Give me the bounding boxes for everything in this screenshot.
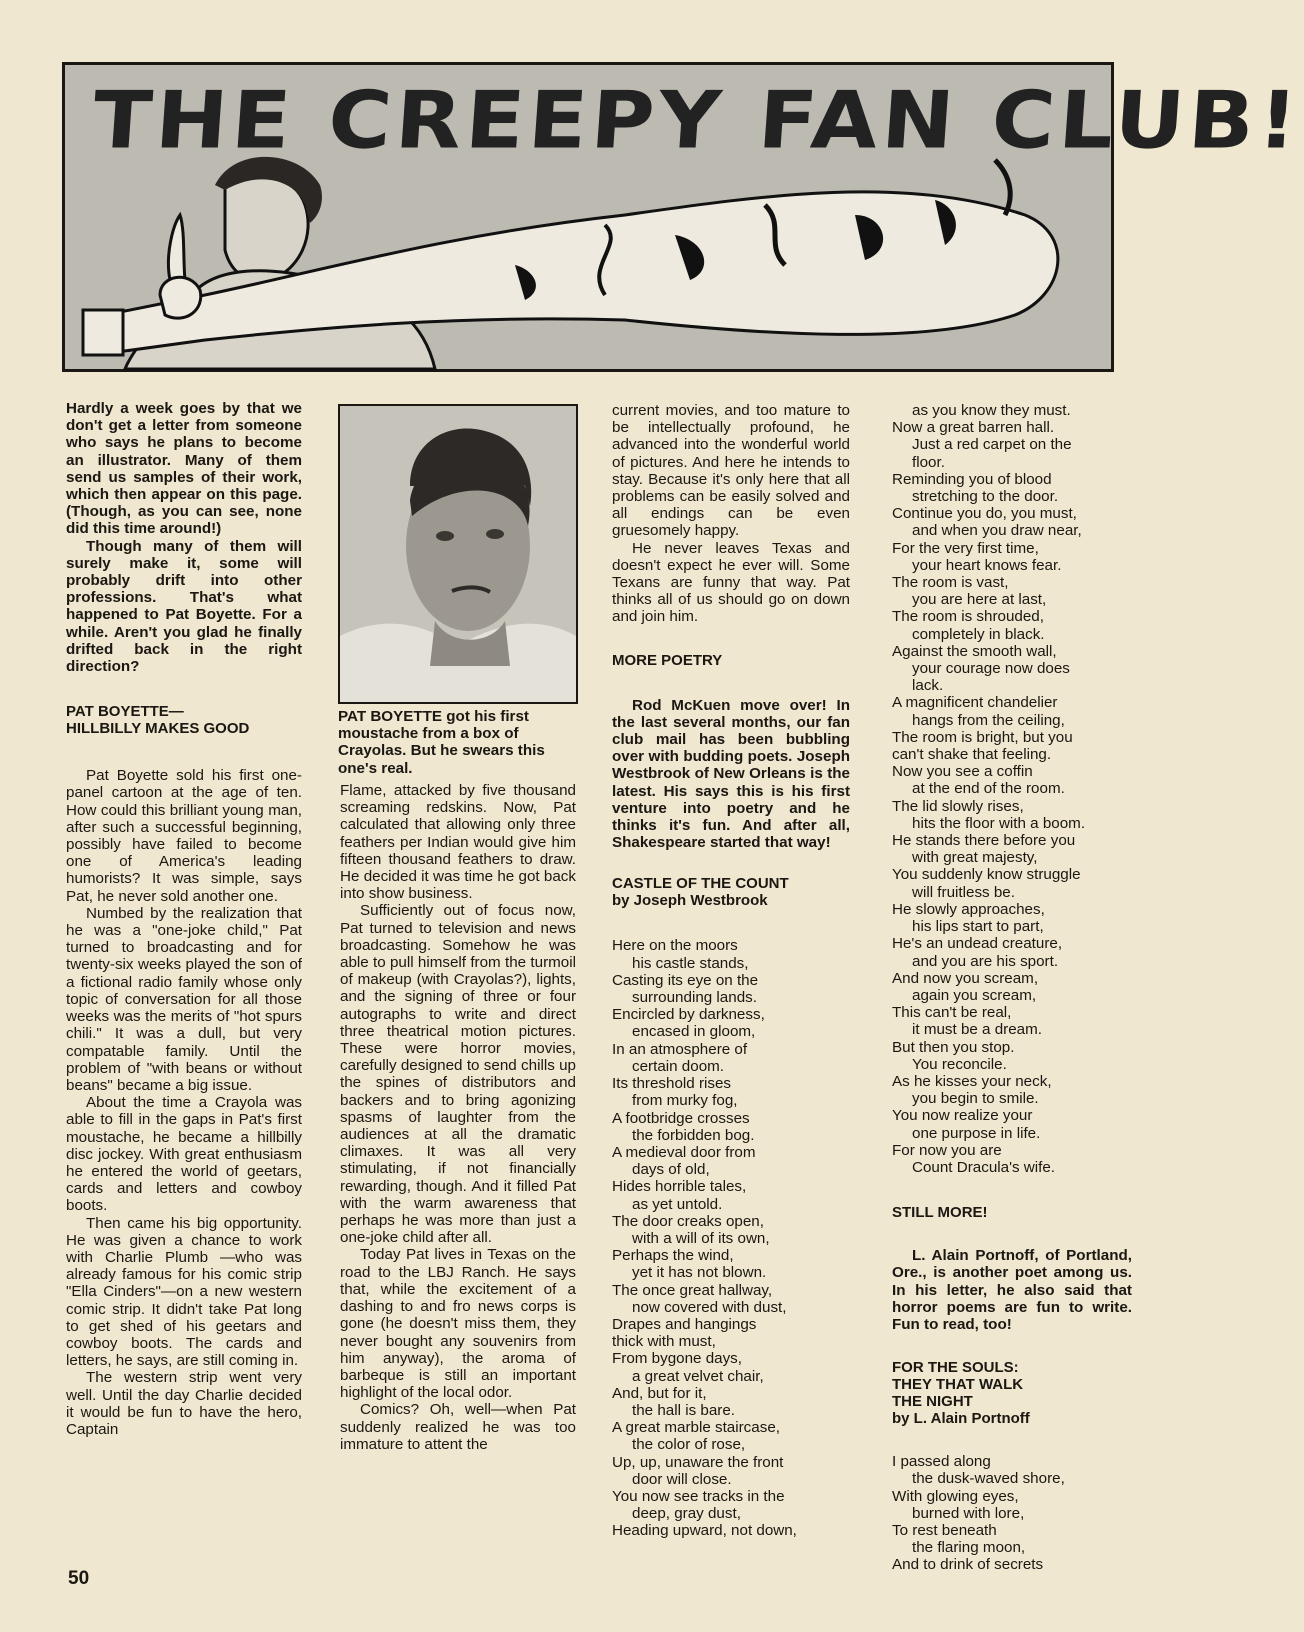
poem-line: it must be a dream. (912, 1021, 1042, 1039)
poem-line: as yet untold. (632, 1195, 723, 1213)
poem-line: Heading upward, not down, (612, 1522, 797, 1540)
poem-line: the hall is bare. (632, 1401, 735, 1419)
poem-line: Continue you do, you must, (892, 505, 1077, 523)
poem-line: For now you are (892, 1141, 1002, 1159)
poem2-title-line: FOR THE SOULS: (892, 1359, 1019, 1377)
poem-line: burned with lore, (912, 1504, 1025, 1522)
poem-line: Perhaps the wind, (612, 1247, 734, 1265)
poem-line: The once great hallway, (612, 1281, 773, 1299)
photo-caption: PAT BOYETTE got his first moustache from a box of Crayolas. But he swears this one's real. (338, 708, 545, 777)
poem-line: Drapes and hangings (612, 1315, 757, 1333)
body-paragraph: Sufficiently out of focus now, Pat turned to television and news broadcasting. Somehow he was able to pull himself from the turmoil of makeup (with Crayolas?), lights, and the signing of three or four autographs to write and direct three theatrical motion pictures. These were horror movies, carefully designed to send chills up the spines of distributors and backers and to bring agonizing spasms of laughter from the audiences at all the dramatic climaxes. It was all very stimulating, if not financially rewarding, though. And it filled Pat with the warm awareness that perhaps he was more than just a one-joke child after all. (340, 902, 576, 1247)
poem-line: And now you scream, (892, 969, 1039, 987)
poem-line: your courage now does (912, 660, 1070, 678)
poem-for-the-souls (892, 1453, 1132, 1573)
poem-line: encased in gloom, (632, 1023, 756, 1041)
poem-line: He's an undead creature, (892, 935, 1063, 953)
poem-line: With glowing eyes, (892, 1487, 1019, 1505)
body-paragraph: Flame, attacked by five thousand screaming redskins. Now, Pat calculated that allowing only three feathers per Indian would give him fifteen thousand feathers to draw. He decided it was time he got back into show business. (340, 782, 576, 903)
poem-line: Now you see a coffin (892, 763, 1033, 781)
poem-line: Now a great barren hall. (892, 419, 1055, 437)
body-paragraph: Comics? Oh, well—when Pat suddenly realized he was too immature to attent the (340, 1401, 576, 1453)
poem-line: You reconcile. (912, 1055, 1007, 1073)
poem-line: The door creaks open, (612, 1212, 764, 1230)
poem-line: Reminding you of blood (892, 470, 1052, 488)
poem-line: again you scream, (912, 986, 1037, 1004)
poem-line: Encircled by darkness, (612, 1006, 765, 1024)
poem-line: at the end of the room. (912, 780, 1065, 798)
poem-line: the color of rose, (632, 1436, 746, 1454)
poem-line: Its threshold rises (612, 1075, 732, 1093)
poem-line: hits the floor with a boom. (912, 814, 1086, 832)
body-paragraph: He never leaves Texas and doesn't expect he ever will. Some Texans are funny that way. Pat thinks all of us should go on down and join him. (612, 539, 850, 626)
poem-line: now covered with dust, (632, 1298, 787, 1316)
poem-line: He stands there before you (892, 832, 1076, 850)
poem-line: and you are his sport. (912, 952, 1059, 970)
column-3 (612, 402, 850, 1540)
poem-line: For the very first time, (892, 539, 1039, 557)
poem-line: yet it has not blown. (632, 1264, 767, 1282)
poem-line: your heart knows fear. (912, 556, 1062, 574)
section-heading-line-2: HILLBILLY MAKES GOOD (66, 720, 250, 738)
poem-line: the dusk-waved shore, (912, 1470, 1065, 1488)
poem-line: a great velvet chair, (632, 1367, 764, 1385)
poem-line: Hides horrible tales, (612, 1178, 747, 1196)
section-heading-still-more: STILL MORE! (892, 1204, 988, 1222)
poem-line: will fruitless be. (912, 883, 1015, 901)
poem-line: with great majesty, (912, 849, 1038, 867)
poem-line: as you know they must. (912, 402, 1071, 419)
poem-line: lack. (912, 677, 944, 695)
body-paragraph: About the time a Crayola was able to fill in the gaps in Pat's first moustache, he became a hillbilly disc jockey. With great enthusiasm he entered the world of geetars, cards and letters and cowboy boots. (66, 1094, 302, 1215)
intro-paragraph-1: Hardly a week goes by that we don't get a letter from someone who says he plans to become an illustrator. Many of them send us samples of their work, which then appear on this page. (Though, as you can see, none did this time around!) (66, 400, 302, 538)
poem-line: This can't be real, (892, 1004, 1012, 1022)
body-paragraph: Today Pat lives in Texas on the road to the LBJ Ranch. He says that, while the excitement of a dashing to and fro news corps is gone (he doesn't miss them, they never bought any souvenirs from him anyway), the aroma of barbeque is still an important highlight of the local odor. (340, 1246, 576, 1402)
poem-line: certain doom. (632, 1057, 725, 1075)
poem-castle-continued (892, 402, 1132, 1176)
poem-line: The room is bright, but you (892, 728, 1073, 746)
poem-line: You now realize your (892, 1107, 1033, 1125)
body-paragraph: Pat Boyette sold his first one-panel cartoon at the age of ten. How could this brilliant young man, after such a successful beginning, possibly have failed to become one of America's leading humorists? It was simple, says Pat, he never sold another one. (66, 767, 302, 905)
body-paragraph: current movies, and too mature to be intellectually profound, he advanced into the wonderful world of pictures. And here he intends to stay. Because it's only here that all problems can be easily solved and all endings can be even gruesomely happy. (612, 402, 850, 540)
poem-line: To rest beneath (892, 1521, 997, 1539)
section-heading-more-poetry: MORE POETRY (612, 651, 723, 669)
column-4 (892, 402, 1132, 1574)
poem-line: From bygone days, (612, 1350, 742, 1368)
column-2 (340, 782, 576, 1453)
poem-line: As he kisses your neck, (892, 1072, 1052, 1090)
body-paragraph: The western strip went very well. Until the day Charlie decided it would be fun to have the hero, Captain (66, 1369, 302, 1438)
poem-line: his castle stands, (632, 954, 749, 972)
poem-line: the flaring moon, (912, 1539, 1026, 1557)
poem-line: The lid slowly rises, (892, 797, 1024, 815)
poem-line: completely in black. (912, 625, 1045, 643)
man-portrait-image (340, 406, 576, 702)
poem-castle-of-the-count (612, 937, 850, 1539)
poem-line: thick with must, (612, 1333, 716, 1351)
poem-line: Count Dracula's wife. (912, 1158, 1056, 1176)
poem-line: surrounding lands. (632, 989, 757, 1007)
poem-line: from murky fog, (632, 1092, 738, 1110)
poem-line: The room is vast, (892, 574, 1009, 592)
poem-line: Up, up, unaware the front (612, 1453, 784, 1471)
poem-byline: by Joseph Westbrook (612, 892, 768, 910)
poem-line: you are here at last, (912, 591, 1047, 609)
poem-line: Casting its eye on the (612, 971, 759, 989)
column-1 (66, 400, 302, 1438)
still-more-intro: L. Alain Portnoff, of Portland, Ore., is another poet among us. In his letter, he also said that horror poems are fun to write. Fun to read, too! (892, 1247, 1132, 1333)
body-paragraph: Numbed by the realization that he was a "one-joke child," Pat turned to broadcasting and for twenty-six weeks played the son of a fictional radio family whose only topic of conversation for all those weeks was the merits of "hot spurs chili." It was a dull, but very compatable family. Until the problem of "with beans or without beans" became a big issue. (66, 904, 302, 1094)
poem-line: A footbridge crosses (612, 1109, 750, 1127)
poem-line: He slowly approaches, (892, 900, 1045, 918)
poem-line: In an atmosphere of (612, 1040, 748, 1058)
poem-line: with a will of its own, (632, 1229, 770, 1247)
poem-line: can't shake that feeling. (892, 746, 1052, 764)
poem-line: A medieval door from (612, 1143, 756, 1161)
poem-line: Here on the moors (612, 937, 738, 955)
poem-line: days of old, (632, 1161, 710, 1179)
poem-line: A magnificent chandelier (892, 694, 1058, 712)
poem2-byline: by L. Alain Portnoff (892, 1410, 1030, 1428)
poem-title: CASTLE OF THE COUNT (612, 875, 789, 893)
poem-line: A great marble staircase, (612, 1419, 780, 1437)
poem-line: deep, gray dust, (632, 1505, 741, 1523)
poem-line: You now see tracks in the (612, 1487, 785, 1505)
poem2-title-line: THE NIGHT (892, 1393, 973, 1411)
portrait-photo (338, 404, 578, 704)
poem-line: I passed along (892, 1453, 991, 1471)
poem-line: You suddenly know struggle (892, 866, 1081, 884)
poem-line: And, but for it, (612, 1384, 707, 1402)
poem-line: The room is shrouded, (892, 608, 1044, 626)
poem-line: his lips start to part, (912, 918, 1044, 936)
poem-line: you begin to smile. (912, 1090, 1039, 1108)
page-number: 50 (68, 1568, 90, 1589)
header-banner (62, 62, 1304, 372)
poem-line: Just a red carpet on the (912, 436, 1072, 454)
poem-line: the forbidden bog. (632, 1126, 755, 1144)
poem-line: Against the smooth wall, (892, 642, 1057, 660)
intro-paragraph-2: Though many of them will surely make it, some will probably drift into other professions. That's what happened to Pat Boyette. For a while. Aren't you glad he finally drifted back in the right direction? (66, 537, 302, 676)
poem-line: floor. (912, 453, 945, 471)
poem-line: stretching to the door. (912, 488, 1059, 506)
body-paragraph: Then came his big opportunity. He was given a chance to work with Charlie Plumb —who was already famous for his comic strip "Ella Cinders"—on a new western comic strip. It didn't take Pat long to get shed of his geetars and cowboy boots. The cards and letters, he says, are still coming in. (66, 1214, 302, 1370)
poem-line: one purpose in life. (912, 1124, 1041, 1142)
banner-title: THE CREEPY FAN CLUB! (89, 75, 1304, 167)
poetry-intro: Rod McKuen move over! In the last several months, our fan club mail has been bubbling over with budding poets. Joseph Westbrook of New Orleans is the latest. His says this is his first venture into poetry and he thinks it's fun. And after all, Shakespeare started that way! (612, 696, 850, 852)
section-heading-line-1: PAT BOYETTE— (66, 703, 184, 721)
poem-line: And to drink of secrets (892, 1556, 1044, 1574)
poem-line: and when you draw near, (912, 522, 1082, 540)
poem2-title-line: THEY THAT WALK (892, 1376, 1024, 1394)
poem-line: hangs from the ceiling, (912, 711, 1065, 729)
poem-line: door will close. (632, 1470, 732, 1488)
poem-line: But then you stop. (892, 1038, 1015, 1056)
